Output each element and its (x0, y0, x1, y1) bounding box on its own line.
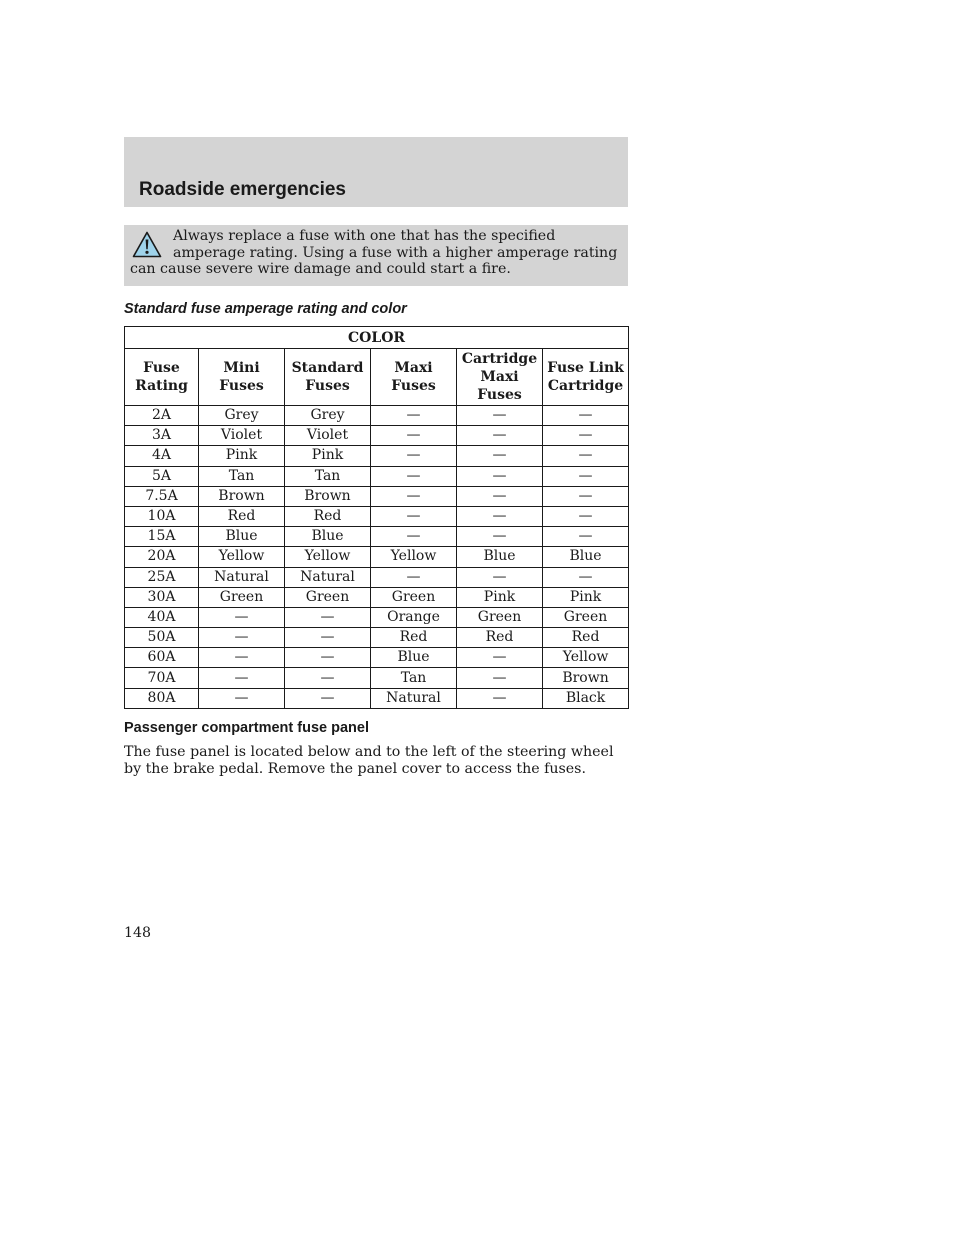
table-body (125, 406, 629, 709)
fuse-color-cell: Brown (199, 486, 285, 506)
section-body: The fuse panel is located below and to the left of the steering wheel by the brake pedal. Remove the panel cover to access the fuses. (124, 744, 614, 777)
table-row (125, 406, 629, 426)
fuse-color-cell: Tan (371, 668, 457, 688)
fuse-color-cell: — (543, 527, 629, 547)
column-header-line: Rating (135, 378, 188, 394)
fuse-color-cell: Orange (371, 607, 457, 627)
fuse-color-cell: — (285, 607, 371, 627)
fuse-color-table (124, 326, 629, 709)
column-header (371, 349, 457, 406)
fuse-color-cell: Blue (199, 527, 285, 547)
column-header-line: Fuses (391, 378, 436, 394)
page-title: Roadside emergencies (139, 179, 346, 200)
fuse-rating-cell: 70A (125, 668, 199, 688)
fuse-color-cell: Natural (371, 688, 457, 708)
table-row (125, 607, 629, 627)
fuse-color-cell: — (199, 668, 285, 688)
fuse-color-cell: — (543, 567, 629, 587)
column-header-line: Cartridge (547, 378, 624, 394)
column-header (457, 349, 543, 406)
fuse-color-cell: Violet (285, 426, 371, 446)
fuse-color-cell: — (457, 466, 543, 486)
fuse-color-cell: — (371, 466, 457, 486)
column-header-line: Fuse (143, 360, 180, 376)
fuse-rating-cell: 3A (125, 426, 199, 446)
table-row (125, 628, 629, 648)
column-header (543, 349, 629, 406)
fuse-color-cell: — (457, 648, 543, 668)
fuse-color-cell: — (457, 688, 543, 708)
fuse-color-cell: — (371, 406, 457, 426)
table-row (125, 587, 629, 607)
fuse-color-cell: Green (457, 607, 543, 627)
fuse-color-cell: Green (285, 587, 371, 607)
fuse-rating-cell: 20A (125, 547, 199, 567)
table-caption: Standard fuse amperage rating and color (124, 301, 407, 317)
fuse-rating-cell: 50A (125, 628, 199, 648)
page-number: 148 (124, 925, 152, 941)
table-row (125, 466, 629, 486)
fuse-color-cell: Tan (285, 466, 371, 486)
fuse-color-cell: — (457, 486, 543, 506)
fuse-color-cell: — (371, 486, 457, 506)
fuse-rating-cell: 30A (125, 587, 199, 607)
column-header-line: Maxi (480, 369, 519, 385)
column-header-line: Fuses (477, 387, 522, 403)
column-header (285, 349, 371, 406)
fuse-color-cell: Red (199, 506, 285, 526)
fuse-color-cell: Pink (199, 446, 285, 466)
fuse-color-cell: — (371, 527, 457, 547)
fuse-color-cell: — (543, 486, 629, 506)
warning-text-block (130, 228, 618, 278)
fuse-color-cell: Blue (543, 547, 629, 567)
fuse-color-cell: — (457, 406, 543, 426)
fuse-rating-cell: 15A (125, 527, 199, 547)
fuse-color-cell: Red (543, 628, 629, 648)
table-row (125, 486, 629, 506)
fuse-color-cell: Tan (199, 466, 285, 486)
table-row (125, 547, 629, 567)
fuse-color-cell: — (457, 506, 543, 526)
fuse-color-cell: Brown (543, 668, 629, 688)
fuse-color-cell: Brown (285, 486, 371, 506)
fuse-rating-cell: 2A (125, 406, 199, 426)
fuse-rating-cell: 25A (125, 567, 199, 587)
table-row (125, 648, 629, 668)
column-header-line: Standard (291, 360, 364, 376)
fuse-color-cell: — (371, 567, 457, 587)
fuse-color-cell: — (371, 446, 457, 466)
fuse-color-cell: — (285, 688, 371, 708)
fuse-color-cell: — (457, 426, 543, 446)
fuse-color-cell: — (199, 688, 285, 708)
fuse-color-cell: Grey (199, 406, 285, 426)
fuse-color-cell: — (543, 466, 629, 486)
warning-box (124, 225, 628, 286)
fuse-color-cell: Pink (285, 446, 371, 466)
fuse-color-cell: Red (285, 506, 371, 526)
fuse-color-cell: Pink (457, 587, 543, 607)
column-header-row (125, 349, 629, 406)
fuse-color-cell: Blue (371, 648, 457, 668)
fuse-color-cell: — (457, 567, 543, 587)
header-band (124, 137, 628, 207)
fuse-color-cell: — (543, 426, 629, 446)
fuse-color-cell: — (457, 527, 543, 547)
table-row (125, 506, 629, 526)
fuse-color-cell: Yellow (371, 547, 457, 567)
fuse-color-cell: — (371, 426, 457, 446)
fuse-rating-cell: 5A (125, 466, 199, 486)
fuse-color-cell: Yellow (543, 648, 629, 668)
fuse-color-cell: Black (543, 688, 629, 708)
column-header (199, 349, 285, 406)
column-header-line: Fuse Link (547, 360, 624, 376)
fuse-color-cell: — (285, 668, 371, 688)
column-header-line: Fuses (219, 378, 264, 394)
fuse-color-cell: — (371, 506, 457, 526)
fuse-color-cell: Natural (199, 567, 285, 587)
fuse-color-cell: Green (199, 587, 285, 607)
fuse-color-cell: Natural (285, 567, 371, 587)
table-row (125, 446, 629, 466)
fuse-color-cell: — (199, 648, 285, 668)
table-row (125, 426, 629, 446)
fuse-color-cell: Green (543, 607, 629, 627)
fuse-rating-cell: 4A (125, 446, 199, 466)
column-header (125, 349, 199, 406)
warning-text: Always replace a fuse with one that has the specified amperage rating. Using a fuse with a higher amperage rating can cause severe wire damage and could start a fire. (130, 228, 618, 277)
color-group-header: COLOR (125, 327, 629, 349)
fuse-color-cell: Blue (457, 547, 543, 567)
fuse-color-cell: Red (457, 628, 543, 648)
column-header-line: Cartridge (461, 351, 538, 367)
fuse-color-cell: — (457, 668, 543, 688)
fuse-color-cell: — (543, 506, 629, 526)
fuse-color-cell: — (457, 446, 543, 466)
warning-icon-spacer (130, 228, 173, 260)
column-header-line: Fuses (305, 378, 350, 394)
column-header-line: Mini (223, 360, 260, 376)
section-heading: Passenger compartment fuse panel (124, 720, 369, 736)
table-row (125, 668, 629, 688)
fuse-color-cell: Grey (285, 406, 371, 426)
fuse-color-cell: Yellow (199, 547, 285, 567)
fuse-color-cell: Yellow (285, 547, 371, 567)
column-header-line: Maxi (394, 360, 433, 376)
fuse-color-cell: — (285, 628, 371, 648)
fuse-color-cell: Pink (543, 587, 629, 607)
table-row (125, 567, 629, 587)
fuse-color-cell: — (199, 607, 285, 627)
fuse-color-cell: Green (371, 587, 457, 607)
fuse-rating-cell: 60A (125, 648, 199, 668)
fuse-color-cell: Red (371, 628, 457, 648)
fuse-rating-cell: 80A (125, 688, 199, 708)
fuse-rating-cell: 7.5A (125, 486, 199, 506)
fuse-color-cell: Violet (199, 426, 285, 446)
fuse-color-cell: — (543, 406, 629, 426)
table-row (125, 527, 629, 547)
table-row (125, 688, 629, 708)
fuse-color-cell: Blue (285, 527, 371, 547)
fuse-color-cell: — (199, 628, 285, 648)
fuse-color-cell: — (285, 648, 371, 668)
fuse-color-cell: — (543, 446, 629, 466)
fuse-rating-cell: 10A (125, 506, 199, 526)
fuse-rating-cell: 40A (125, 607, 199, 627)
